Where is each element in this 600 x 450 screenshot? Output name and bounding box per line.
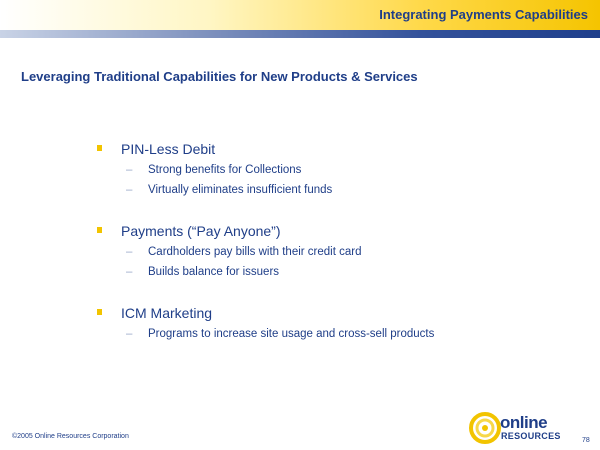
slide-title: Leveraging Traditional Capabilities for New Products & Services xyxy=(21,69,418,84)
bullet-marker-icon xyxy=(97,309,102,315)
company-logo xyxy=(468,411,578,445)
sub-bullet-dash: – xyxy=(126,164,133,176)
header-band xyxy=(0,0,600,30)
sub-bullet-dash: – xyxy=(126,246,133,258)
header-title: Integrating Payments Capabilities xyxy=(379,7,588,22)
bullet-text: Payments (“Pay Anyone”) xyxy=(121,223,281,239)
copyright-text: ©2005 Online Resources Corporation xyxy=(12,433,129,440)
page-number: 78 xyxy=(582,437,590,444)
sub-bullet-text: Builds balance for issuers xyxy=(148,266,280,278)
logo-subwordmark: RESOURCES xyxy=(501,431,561,441)
sub-bullet-text: Strong benefits for Collections xyxy=(148,164,302,176)
sub-bullet-text: Cardholders pay bills with their credit card xyxy=(148,246,362,258)
sub-bullet-dash: – xyxy=(126,328,133,340)
bullet-text: ICM Marketing xyxy=(121,305,213,321)
logo-wordmark: online xyxy=(500,413,548,432)
bullet-text: PIN-Less Debit xyxy=(121,141,216,157)
sub-bullet-text: Programs to increase site usage and cross-sell products xyxy=(148,328,435,340)
sub-bullet-dash: – xyxy=(126,266,133,278)
sub-bullet-text: Virtually eliminates insufficient funds xyxy=(148,184,333,196)
bullet-marker-icon xyxy=(97,145,102,151)
logo-swirl-icon xyxy=(468,411,502,445)
bullet-marker-icon xyxy=(97,227,102,233)
header-rule xyxy=(0,30,600,38)
sub-bullet-dash: – xyxy=(126,184,133,196)
